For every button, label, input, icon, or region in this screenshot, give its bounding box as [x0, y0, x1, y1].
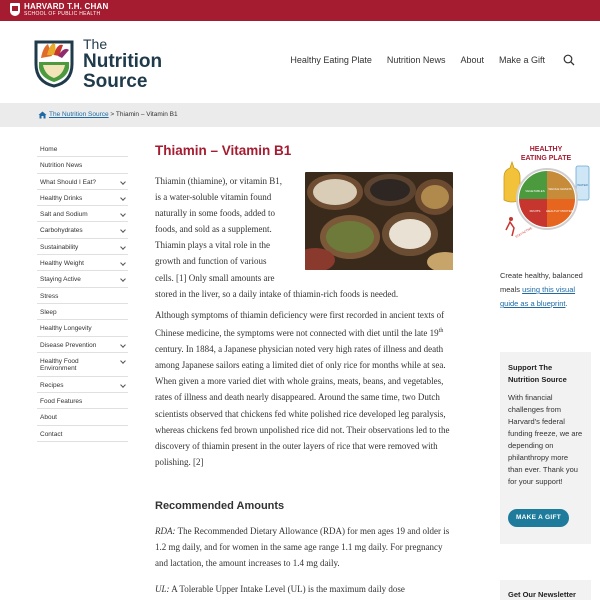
intro-line: growth and function of various — [155, 256, 267, 267]
nav-nutrition-news[interactable]: Nutrition News — [386, 55, 446, 65]
sidebar-item[interactable] — [37, 377, 128, 393]
intro-line: is a water-soluble vitamin found — [155, 192, 272, 203]
sidebar-item[interactable] — [37, 304, 128, 320]
ul-text: A Tolerable Upper Intake Level (UL) is the maximum daily dose — [169, 584, 405, 594]
plate-water-label: WATER — [577, 183, 588, 187]
sidebar-item[interactable] — [37, 174, 128, 190]
site-logo-text[interactable] — [83, 36, 162, 92]
breadcrumb-separator: > — [108, 111, 116, 118]
chevron-down-icon[interactable] — [120, 195, 126, 201]
chevron-down-icon[interactable] — [120, 244, 126, 250]
sidebar-item-label: Staying Active — [40, 276, 81, 284]
rda-text: The Recommended Dietary Allowance (RDA) for men ages 19 and older is 1.2 mg daily, and for women in the same age range 1.1 mg daily. For pregnancy and lactation, the amount increases to 1.4 mg daily. — [155, 526, 450, 569]
sidebar-item[interactable] — [37, 426, 128, 442]
sidebar-item[interactable] — [37, 288, 128, 304]
sidebar-item[interactable] — [37, 190, 128, 206]
plate-fruits-label: FRUITS — [529, 209, 541, 213]
intro-line: Thiamin (thiamine), or vitamin B1, — [155, 176, 282, 186]
sidebar-item-label: Recipes — [40, 381, 64, 389]
chevron-down-icon[interactable] — [120, 211, 126, 217]
search-icon[interactable] — [563, 54, 575, 66]
sidebar-item[interactable] — [37, 255, 128, 271]
plate-blueprint-link[interactable]: using this visual guide as a blueprint — [500, 285, 576, 308]
sidebar-item[interactable] — [37, 393, 128, 409]
support-title: Support The Nutrition Source — [508, 363, 567, 384]
chevron-down-icon[interactable] — [120, 382, 126, 388]
recommended-amounts-heading: Recommended Amounts — [155, 500, 285, 512]
logo-word-the: The — [83, 36, 108, 52]
healthy-eating-plate-graphic[interactable] — [500, 142, 592, 250]
rda-label: RDA: — [155, 526, 176, 536]
harvard-bar — [0, 0, 600, 21]
history-text-b: century. In 1884, a Japanese physician noted very high rates of illness and death among Japanese sailors eating a limited diet of only rice for months while at sea. When given a more varied diet with whole grains, meats, beans, and vegetables, rates of illness and death nearly disappeared. Around the same time, two Dutch scientists observed that chickens fed white polished rice developed leg paralysis, whereas chickens fed brown unpolished rice did not. Their observations led to the discovery of thiamin present in the outer layers of rice that were removed with polishing. [2] — [155, 344, 450, 467]
sidebar-item-label: Healthy Drinks — [40, 194, 83, 202]
sidebar-item[interactable] — [37, 271, 128, 287]
nav-healthy-eating-plate[interactable]: Healthy Eating Plate — [290, 55, 372, 65]
ul-label: UL: — [155, 584, 170, 594]
sidebar-item[interactable] — [37, 337, 128, 353]
chevron-down-icon[interactable] — [120, 260, 126, 266]
sidebar-item-label: Disease Prevention — [40, 341, 97, 349]
sidebar-item[interactable] — [37, 141, 128, 157]
plate-caption-end: . — [565, 299, 568, 308]
nav-about[interactable]: About — [460, 55, 484, 65]
site-header — [0, 21, 600, 103]
sidebar-item[interactable] — [37, 320, 128, 336]
sidebar-item[interactable] — [37, 353, 128, 377]
article-title: Thiamin – Vitamin B1 — [155, 143, 292, 158]
make-a-gift-button[interactable]: MAKE A GIFT — [508, 509, 569, 527]
sidebar-item-label: Salt and Sodium — [40, 211, 88, 219]
ul-paragraph — [155, 581, 450, 597]
plate-title-2: EATING PLATE — [520, 155, 572, 162]
breadcrumb — [49, 111, 178, 118]
sidebar-item-label: Nutrition News — [40, 162, 83, 170]
intro-line: cells. [1] Only small amounts are — [155, 272, 275, 283]
logo-word-nutrition: Nutrition — [83, 51, 163, 72]
chevron-down-icon[interactable] — [120, 342, 126, 348]
plate-caption-text: Create healthy, balanced meals — [500, 271, 583, 294]
newsletter-box — [500, 580, 591, 600]
sidebar-item[interactable] — [37, 409, 128, 425]
sidebar-item-label: Sustainability — [40, 243, 79, 251]
plate-grains-label: WHOLE GRAINS — [548, 187, 572, 191]
sidebar-item-label: Carbohydrates — [40, 227, 83, 235]
sidebar-item-label: Healthy Longevity — [40, 325, 92, 333]
nav-make-a-gift[interactable]: Make a Gift — [498, 55, 545, 65]
plate-stay-active-label: STAY ACTIVE — [514, 225, 533, 239]
sidebar-item-label: Healthy Food Environment — [40, 357, 79, 372]
rda-paragraph — [155, 523, 450, 571]
newsletter-title: Get Our Newsletter — [508, 590, 576, 599]
intro-line: Thiamin plays a vital role in the — [155, 240, 270, 251]
sidebar-item-label: Home — [40, 146, 58, 153]
history-paragraph — [155, 307, 450, 470]
harvard-name[interactable]: HARVARD T.H. CHAN — [24, 2, 109, 11]
sidebar-item-label: Healthy Weight — [40, 260, 84, 268]
sidebar-nav — [37, 141, 128, 442]
sidebar-item[interactable] — [37, 239, 128, 255]
breadcrumb-bar — [0, 103, 600, 127]
sidebar-item-label: About — [40, 414, 57, 422]
intro-line: foods, and sold as a supplement. — [155, 224, 272, 235]
history-superscript: th — [438, 328, 444, 335]
intro-paragraph — [155, 173, 450, 302]
chevron-down-icon[interactable] — [120, 277, 126, 283]
chevron-down-icon[interactable] — [120, 358, 126, 364]
nutrition-source-logo-icon[interactable] — [33, 38, 75, 88]
sidebar-item[interactable] — [37, 157, 128, 173]
main-nav — [290, 55, 545, 65]
breadcrumb-home-link[interactable]: The Nutrition Source — [49, 111, 109, 118]
history-text-a: Although symptoms of thiamin deficiency were first recorded in ancient texts of Chinese medicine, the symptoms were not connected with diet until the late 19 — [155, 310, 445, 339]
chevron-down-icon[interactable] — [120, 179, 126, 185]
plate-caption — [500, 269, 592, 311]
sidebar-item-label: Contact — [40, 430, 63, 438]
sidebar-item-label: Sleep — [40, 308, 57, 316]
harvard-school[interactable]: SCHOOL OF PUBLIC HEALTH — [24, 11, 101, 17]
sidebar-item-label: What Should I Eat? — [40, 178, 97, 186]
breadcrumb-current: Thiamin – Vitamin B1 — [115, 111, 178, 118]
plate-title-1: HEALTHY — [529, 146, 563, 153]
logo-word-source: Source — [83, 71, 148, 92]
intro-line: stored in the liver, so a daily intake of thiamin-rich foods is needed. — [155, 288, 399, 299]
support-body: With financial challenges from Harvard's federal funding freeze, we are depending on philanthropy more than ever. Thank you for your support! — [508, 393, 583, 486]
sidebar-item[interactable] — [37, 206, 128, 222]
plate-protein-label: HEALTHY PROTEIN — [546, 209, 574, 213]
support-box — [500, 352, 591, 544]
sidebar-item-label: Food Features — [40, 398, 83, 406]
sidebar-item-label: Stress — [40, 292, 59, 300]
harvard-shield-icon[interactable] — [10, 3, 20, 16]
chevron-down-icon[interactable] — [120, 228, 126, 234]
home-icon[interactable] — [38, 111, 47, 119]
sidebar-item[interactable] — [37, 222, 128, 238]
plate-veg-label: VEGETABLES — [525, 189, 545, 193]
article — [155, 143, 450, 594]
intro-line: naturally in some foods, added to — [155, 208, 275, 219]
